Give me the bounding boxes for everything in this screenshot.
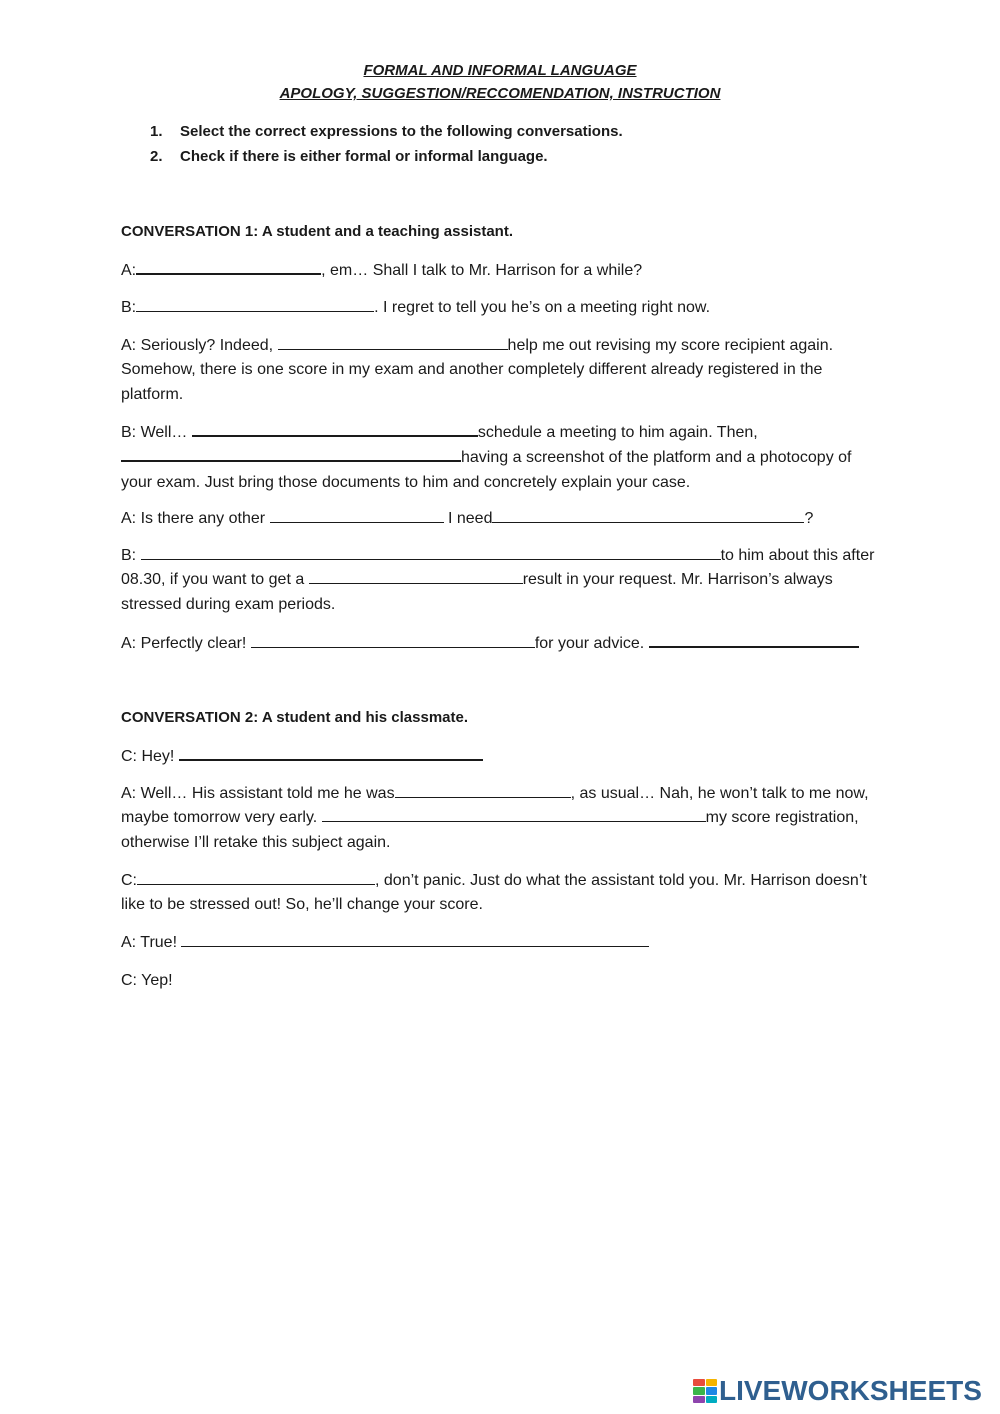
line-text: ?	[804, 510, 814, 527]
line-text: result in your request. Mr. Harrison’s always stressed during exam periods.	[121, 571, 833, 613]
line-text: , don’t panic. Just do what the assistant told you. Mr. Harrison doesn’t like to be stressed out! So, he’ll change your score.	[121, 872, 867, 914]
line-text: C: Hey!	[121, 748, 179, 765]
conv2-line-c2	[121, 869, 881, 918]
conversation-1-heading: CONVERSATION 1: A student and a teaching assistant.	[121, 223, 514, 240]
liveworksheets-logo	[693, 1376, 982, 1406]
instruction-text: Check if there is either formal or informal language.	[180, 148, 548, 165]
conv2-line-a1	[121, 782, 881, 855]
instruction-text: Select the correct expressions to the following conversations.	[180, 123, 623, 140]
answer-blank[interactable]	[136, 258, 321, 275]
answer-blank[interactable]	[121, 445, 461, 462]
conv1-line-b1	[121, 296, 881, 320]
answer-blank[interactable]	[322, 806, 706, 822]
speaker-label: B:	[121, 299, 137, 316]
answer-blank[interactable]	[649, 631, 859, 648]
conv1-line-b2	[121, 420, 881, 495]
line-text: A: Is there any other	[121, 510, 270, 527]
instruction-item	[150, 123, 623, 148]
conv1-line-b3	[121, 544, 881, 617]
line-text: . I regret to tell you he’s on a meeting right now.	[374, 299, 711, 316]
conv1-line-a3	[121, 507, 881, 531]
line-text: A: Seriously? Indeed,	[121, 337, 278, 354]
line-text: I need	[443, 510, 493, 527]
speaker-label: A:	[121, 262, 137, 279]
answer-blank[interactable]	[136, 296, 374, 312]
line-text: help me out revising my score recipient again. Somehow, there is one score in my exam and another completely different already registered in the platform.	[121, 337, 834, 403]
logo-tile	[693, 1387, 705, 1394]
conv2-line-a2	[121, 931, 881, 955]
logo-tile	[706, 1387, 718, 1394]
line-text: to him about this after 08.30, if you want to get a	[121, 547, 875, 589]
line-text: for your advice.	[534, 635, 649, 652]
answer-blank[interactable]	[137, 869, 375, 885]
conv1-line-a2	[121, 334, 881, 407]
instruction-number: 2.	[150, 148, 163, 165]
line-text: B: Well…	[121, 424, 192, 441]
answer-blank[interactable]	[141, 544, 721, 560]
worksheet-title: FORMAL AND INFORMAL LANGUAGE	[363, 62, 637, 79]
conv1-line-a4	[121, 631, 881, 656]
line-text: having a screenshot of the platform and a photocopy of your exam. Just bring those documents to him and concretely explain your case.	[121, 449, 852, 491]
line-text: A: Well… His assistant told me he was	[121, 785, 395, 802]
conv2-line-c1	[121, 744, 881, 769]
answer-blank[interactable]	[251, 632, 535, 648]
line-text: schedule a meeting to him again. Then,	[477, 424, 758, 441]
line-text: B:	[121, 547, 141, 564]
answer-blank[interactable]	[278, 334, 508, 350]
logo-tile	[706, 1396, 718, 1403]
answer-blank[interactable]	[395, 782, 571, 798]
logo-tile	[693, 1379, 705, 1386]
answer-blank[interactable]	[270, 507, 444, 523]
logo-tile	[706, 1379, 718, 1386]
conversation-2-heading: CONVERSATION 2: A student and his classmate.	[121, 709, 469, 726]
logo-tile	[693, 1396, 705, 1403]
answer-blank[interactable]	[179, 744, 483, 761]
line-text: my score registration, otherwise I’ll retake this subject again.	[121, 809, 859, 851]
conv1-line-a1	[121, 258, 881, 283]
line-text: , as usual… Nah, he won’t talk to me now, maybe tomorrow very early.	[121, 785, 869, 827]
liveworksheets-logo-icon	[693, 1379, 717, 1403]
speaker-label: C:	[121, 872, 137, 889]
answer-blank[interactable]	[192, 420, 478, 437]
conv2-line-c3: C: Yep!	[121, 972, 173, 989]
answer-blank[interactable]	[181, 931, 649, 947]
answer-blank[interactable]	[309, 568, 523, 584]
line-text: , em… Shall I talk to Mr. Harrison for a while?	[321, 262, 643, 279]
instructions-list	[150, 123, 623, 173]
liveworksheets-brand-text: LIVEWORKSHEETS	[719, 1375, 982, 1406]
answer-blank[interactable]	[492, 507, 804, 523]
worksheet-subtitle: APOLOGY, SUGGESTION/RECCOMENDATION, INSTRUCTION	[279, 85, 721, 102]
instruction-number: 1.	[150, 123, 163, 140]
line-text: A: Perfectly clear!	[121, 635, 251, 652]
line-text: A: True!	[121, 934, 182, 951]
instruction-item	[150, 148, 623, 173]
